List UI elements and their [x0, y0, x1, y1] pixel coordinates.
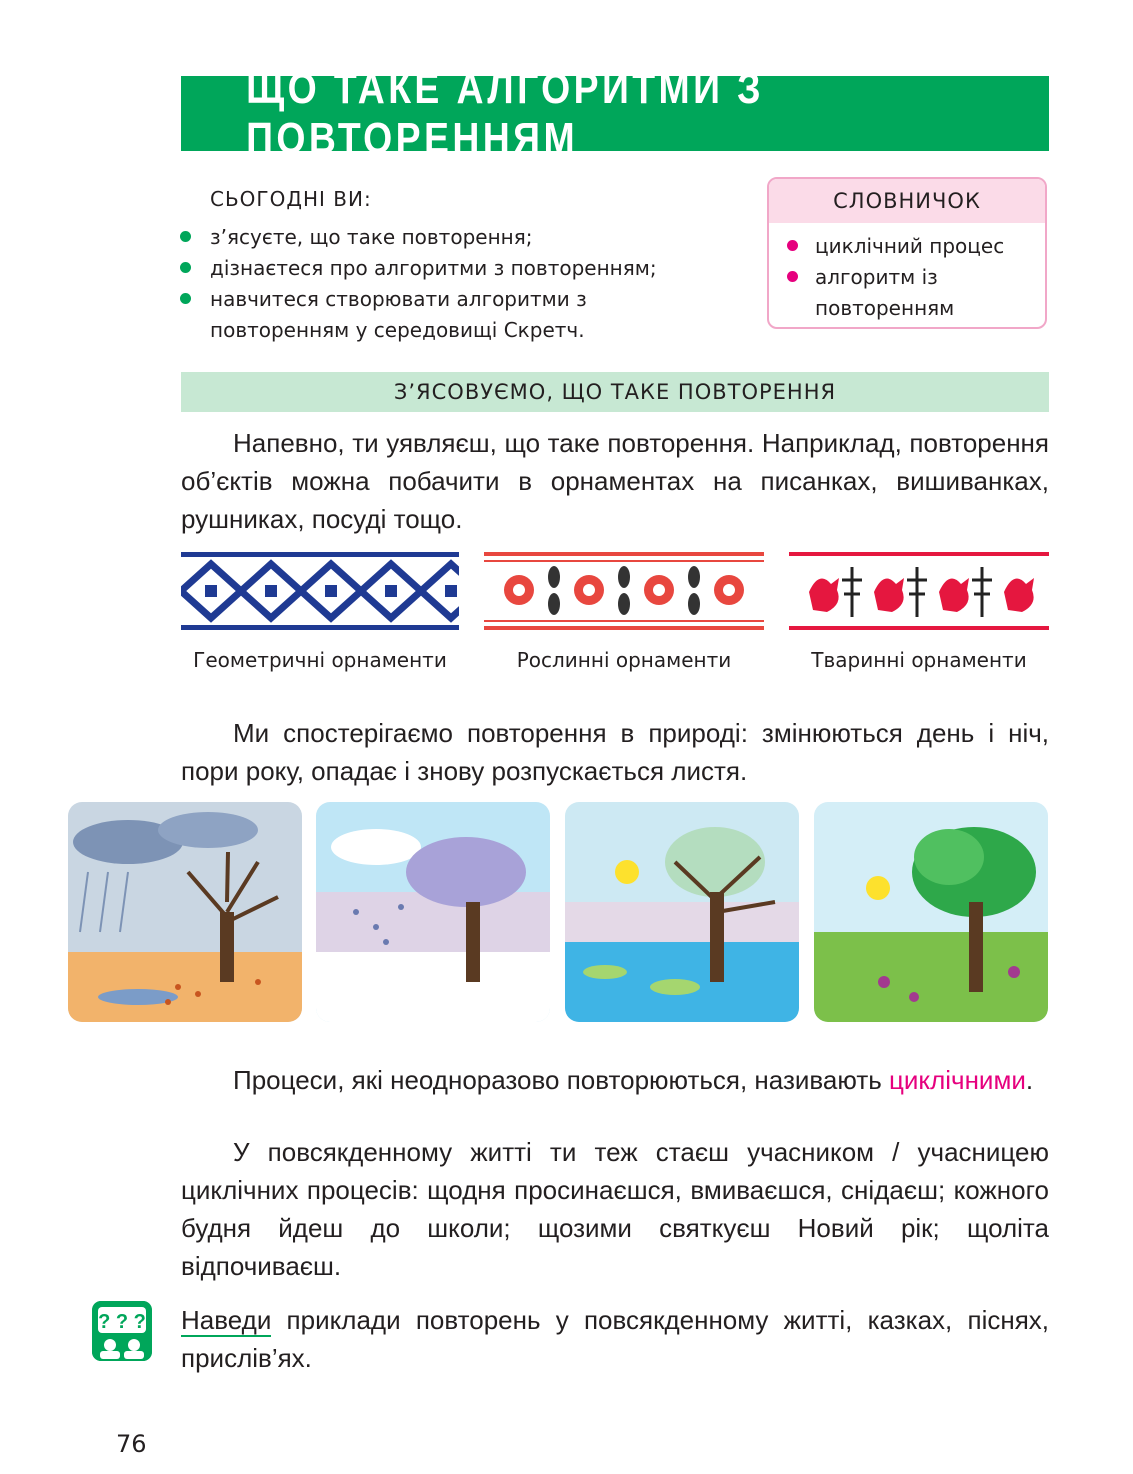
paragraph-ornaments: Напевно, ти уявляєш, що таке повторення. Наприклад, повторення об’єктів можна побачити в орнаментах на писанках, вишиванках, рушниках, посуді тощо.: [181, 428, 1049, 534]
vocabulary-item: циклічний процес: [787, 231, 1045, 262]
autumn-image: [68, 802, 302, 1022]
summer-image: [814, 802, 1048, 1022]
ornament-caption: Рослинні орнаменти: [516, 648, 732, 672]
page-title: ЩО ТАКЕ АЛГОРИТМИ З ПОВТОРЕННЯМ: [246, 63, 765, 163]
goals-list: [180, 222, 740, 346]
bullet-icon: [180, 293, 191, 304]
vocabulary-box: [767, 177, 1047, 329]
svg-text:? ? ?: ? ? ?: [98, 1311, 146, 1333]
page-number: 76: [116, 1430, 147, 1458]
goal-item: дізнаєтеся про алгоритми з повторенням;: [180, 253, 740, 284]
vocabulary-list: [787, 231, 1045, 324]
bullet-icon: [787, 240, 798, 251]
section-heading: З’ЯСОВУЄМО, ЩО ТАКЕ ПОВТОРЕННЯ: [181, 372, 1049, 412]
cyclic-term: циклічними: [889, 1065, 1026, 1095]
paragraph-nature: Ми спостерігаємо повторення в природі: змінюються день і ніч, пори року, опадає і знову розпускається листя.: [181, 718, 1049, 786]
discussion-icon: [92, 1301, 152, 1361]
today-heading: СЬОГОДНІ ВИ:: [210, 187, 372, 211]
task-verb: Наведи: [181, 1305, 272, 1335]
goal-item: з’ясуєте, що таке повторення;: [180, 222, 740, 253]
vocabulary-heading: СЛОВНИЧОК: [769, 179, 1045, 223]
task-text: Наведи приклади повторень у повсякденному житті, казках, піснях, прислів’ях.: [181, 1305, 1049, 1373]
spring-image: [565, 802, 799, 1022]
bullet-icon: [180, 262, 191, 273]
vocabulary-item: алгоритм із повторенням: [787, 262, 975, 324]
ornament-caption: Тваринні орнаменти: [811, 648, 1027, 672]
ornament-caption: Геометричні орнаменти: [193, 648, 447, 672]
bullet-icon: [180, 231, 191, 242]
bullet-icon: [787, 271, 798, 282]
winter-image: [316, 802, 550, 1022]
geometric-ornament-image: [181, 552, 459, 630]
floral-ornament-image: [484, 552, 764, 630]
goal-item: навчитеся створювати алгоритми з повторенням у середовищі Скретч.: [180, 284, 660, 346]
paragraph-daily-life: У повсякденному житті ти теж стаєш учасником / учасницею циклічних процесів: щодня просинаєшся, вмиваєшся, снідаєш; кожного будня йдеш до школи; щозими святкуєш Новий рік; щоліта відпочиваєш.: [181, 1137, 1049, 1281]
animal-ornament-image: [789, 552, 1049, 630]
paragraph-cyclic: Процеси, які неодноразово повторюються, називають циклічними.: [233, 1065, 1034, 1095]
